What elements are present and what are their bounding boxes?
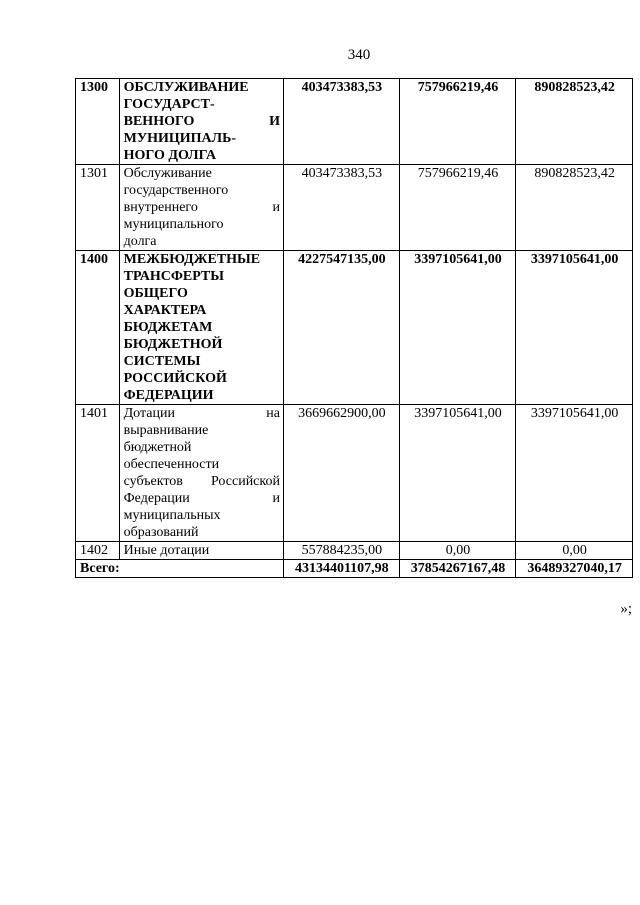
name-line: ОБСЛУЖИВАНИЕ xyxy=(123,80,249,95)
total-row xyxy=(76,560,633,578)
name-word: субъектов xyxy=(123,474,183,489)
row-value-3: 3397105641,00 xyxy=(516,405,633,542)
row-name xyxy=(119,251,283,405)
total-value-1: 43134401107,98 xyxy=(283,560,399,578)
total-value-3: 36489327040,17 xyxy=(516,560,633,578)
name-line: бюджетной xyxy=(123,440,192,455)
row-value-1: 3669662900,00 xyxy=(283,405,399,542)
name-line: ГОСУДАРСТ- xyxy=(123,97,215,112)
name-line: ХАРАКТЕРА xyxy=(123,303,207,318)
name-line xyxy=(124,405,280,422)
budget-table-body xyxy=(76,79,633,560)
name-line xyxy=(124,473,280,490)
total-value-2: 37854267167,48 xyxy=(399,560,516,578)
row-value-3: 890828523,42 xyxy=(516,165,633,251)
row-value-2: 0,00 xyxy=(399,542,516,560)
row-value-3: 3397105641,00 xyxy=(516,251,633,405)
name-word: и xyxy=(272,200,280,215)
name-line: МЕЖБЮДЖЕТНЫЕ xyxy=(123,252,261,267)
row-value-1: 4227547135,00 xyxy=(283,251,399,405)
name-line: государственного xyxy=(123,183,229,198)
name-word: ВЕННОГО xyxy=(123,114,195,129)
row-value-3: 890828523,42 xyxy=(516,79,633,165)
name-line: РОССИЙСКОЙ xyxy=(123,371,227,386)
name-line: выравнивание xyxy=(123,423,209,438)
name-line: ОБЩЕГО xyxy=(123,286,188,301)
row-code: 1301 xyxy=(76,165,120,251)
name-line: муниципальных xyxy=(123,508,221,523)
name-word: и xyxy=(272,491,280,506)
row-value-1: 403473383,53 xyxy=(283,165,399,251)
name-word: И xyxy=(269,114,280,129)
row-value-2: 757966219,46 xyxy=(399,165,516,251)
table-row xyxy=(76,542,633,560)
table-row xyxy=(76,79,633,165)
budget-table xyxy=(75,78,633,578)
row-code: 1402 xyxy=(76,542,120,560)
name-line: муниципального xyxy=(123,217,224,232)
row-value-1: 403473383,53 xyxy=(283,79,399,165)
name-line: ФЕДЕРАЦИИ xyxy=(123,388,214,403)
name-line: долга xyxy=(123,234,157,249)
row-value-2: 3397105641,00 xyxy=(399,251,516,405)
table-row xyxy=(76,405,633,542)
name-word: на xyxy=(266,406,280,421)
row-value-3: 0,00 xyxy=(516,542,633,560)
row-name xyxy=(119,542,283,560)
name-line: НОГО ДОЛГА xyxy=(123,148,217,163)
name-line: МУНИЦИПАЛЬ- xyxy=(123,131,237,146)
row-value-2: 3397105641,00 xyxy=(399,405,516,542)
name-line xyxy=(124,199,280,216)
name-line: образований xyxy=(123,525,199,540)
page-number: 340 xyxy=(347,47,371,63)
row-code: 1400 xyxy=(76,251,120,405)
name-line: СИСТЕМЫ xyxy=(123,354,201,369)
row-name xyxy=(119,79,283,165)
table-row xyxy=(76,165,633,251)
name-line: обеспеченности xyxy=(123,457,220,472)
row-name xyxy=(119,165,283,251)
name-line xyxy=(124,113,280,130)
closing-quote-mark: »; xyxy=(620,601,632,617)
name-word: Федерации xyxy=(123,491,190,506)
row-value-2: 757966219,46 xyxy=(399,79,516,165)
name-line: БЮДЖЕТНОЙ xyxy=(123,337,223,352)
name-line: Обслуживание xyxy=(123,166,212,181)
row-value-1: 557884235,00 xyxy=(283,542,399,560)
table-row xyxy=(76,251,633,405)
row-code: 1401 xyxy=(76,405,120,542)
row-code: 1300 xyxy=(76,79,120,165)
row-name xyxy=(119,405,283,542)
name-line: ТРАНСФЕРТЫ xyxy=(123,269,225,284)
name-line xyxy=(124,490,280,507)
name-word: Российской xyxy=(210,474,280,489)
name-word: Дотации xyxy=(123,406,175,421)
name-word: внутреннего xyxy=(123,200,198,215)
name-line: Иные дотации xyxy=(123,543,210,558)
total-label: Всего: xyxy=(76,560,284,578)
name-line: БЮДЖЕТАМ xyxy=(123,320,213,335)
